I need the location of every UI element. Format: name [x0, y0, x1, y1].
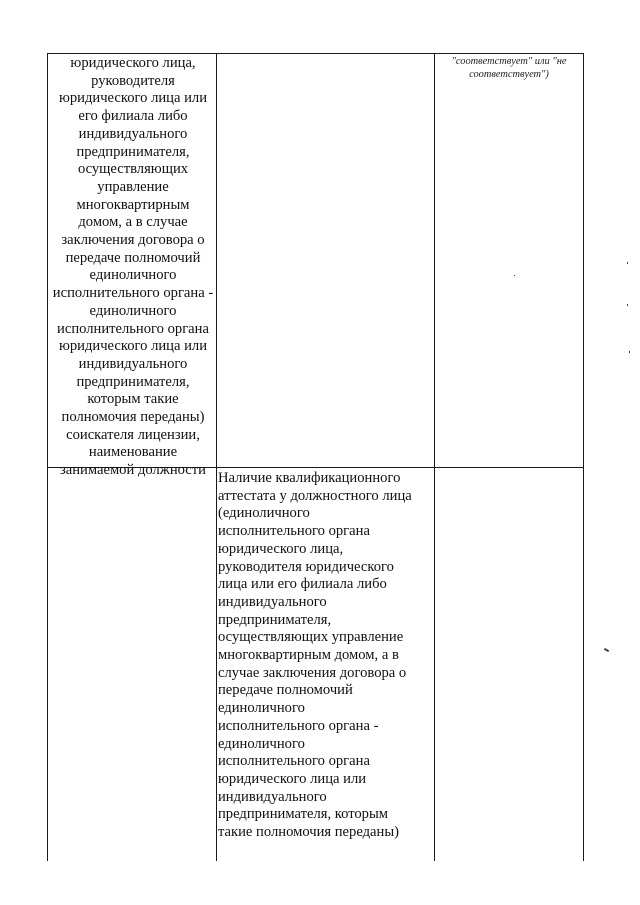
scan-speck: [629, 351, 630, 353]
scan-speck: [627, 262, 628, 264]
row2-col2-text: Наличие квалификационного аттестата у должностного лица (единоличного исполнительного органа юридического лица, руководителя юридического лица или его филиала либо индивидуального предпринимателя, осуществляющих управление многоквартирным домом, а в случае заключения договора о передаче полномочий единоличного исполнительного органа - единоличного исполнительного органа юридического лица или индивидуального предпринимателя, которым такие полномочия переданы): [218, 470, 412, 841]
row1-col1-text: юридического лица, руководителя юридического лица или его филиала либо индивидуального предпринимателя, осуществляющих управление многоквартирным домом, а в случае заключения договора о передаче полномочий единоличного исполнительного органа - единоличного исполнительного органа юридического лица или индивидуального предпринимателя, которым такие полномочия переданы) соискателя лицензии, наименование занимаемой должности: [52, 55, 214, 479]
scan-speck: [627, 304, 628, 306]
table-border-top: [47, 53, 584, 54]
table-column-divider-1: [216, 53, 217, 861]
table-border-left: [47, 53, 48, 861]
scan-speck: [514, 275, 515, 276]
table-column-divider-2: [434, 53, 435, 861]
row1-col3-note: "соответствует" или "не соответствует"): [451, 56, 567, 80]
table-border-right: [583, 53, 584, 861]
